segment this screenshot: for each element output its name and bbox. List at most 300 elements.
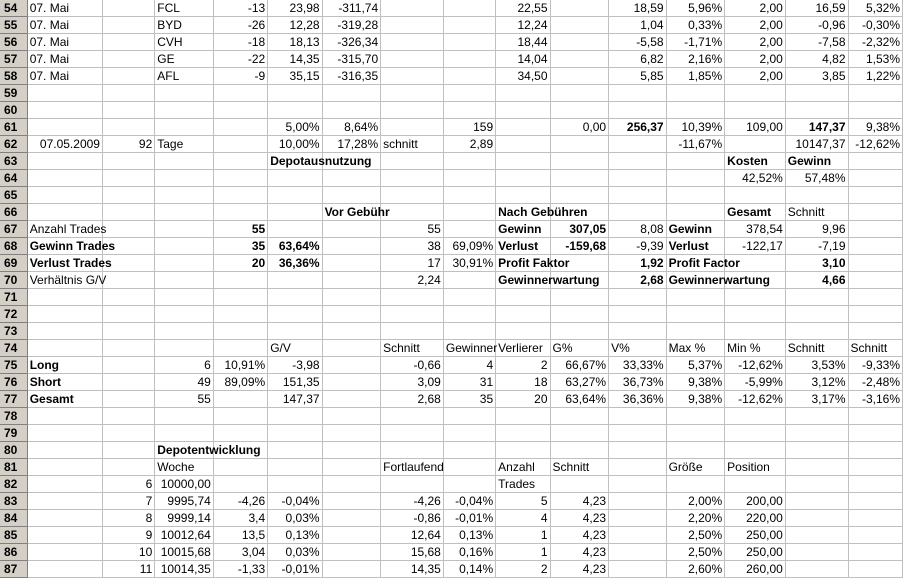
cell[interactable] xyxy=(155,306,214,323)
row-header[interactable]: 70 xyxy=(0,272,27,289)
cell[interactable] xyxy=(213,85,267,102)
cell[interactable]: 4,23 xyxy=(550,493,609,510)
cell[interactable] xyxy=(496,187,550,204)
cell[interactable] xyxy=(102,442,154,459)
cell[interactable] xyxy=(322,340,381,357)
cell[interactable]: 20 xyxy=(496,391,550,408)
cell[interactable] xyxy=(666,170,725,187)
cell[interactable] xyxy=(381,442,444,459)
cell[interactable]: 10,91% xyxy=(213,357,267,374)
row-header[interactable]: 79 xyxy=(0,425,27,442)
cell[interactable] xyxy=(381,51,444,68)
cell[interactable] xyxy=(381,306,444,323)
row-header[interactable]: 74 xyxy=(0,340,27,357)
cell[interactable]: Gesamt xyxy=(27,391,102,408)
cell[interactable] xyxy=(725,408,786,425)
cell[interactable] xyxy=(322,510,381,527)
cell[interactable] xyxy=(213,289,267,306)
cell[interactable]: 31 xyxy=(443,374,495,391)
cell[interactable] xyxy=(496,119,550,136)
cell[interactable] xyxy=(27,187,102,204)
cell[interactable]: Vor Gebühr xyxy=(322,204,381,221)
cell[interactable]: 7 xyxy=(102,493,154,510)
cell[interactable]: 42,52% xyxy=(725,170,786,187)
cell[interactable]: Schnitt xyxy=(785,204,848,221)
cell[interactable]: 33,33% xyxy=(609,357,667,374)
cell[interactable]: 250,00 xyxy=(725,527,786,544)
cell[interactable] xyxy=(322,323,381,340)
cell[interactable]: -3,16% xyxy=(848,391,902,408)
cell[interactable] xyxy=(102,306,154,323)
cell[interactable] xyxy=(666,289,725,306)
cell[interactable]: FCL xyxy=(155,0,214,17)
cell[interactable]: 2,68 xyxy=(381,391,444,408)
cell[interactable] xyxy=(268,85,322,102)
cell[interactable] xyxy=(443,51,495,68)
cell[interactable] xyxy=(666,153,725,170)
cell[interactable] xyxy=(102,119,154,136)
cell[interactable] xyxy=(550,170,609,187)
cell[interactable]: 17,28% xyxy=(322,136,381,153)
cell[interactable] xyxy=(102,34,154,51)
cell[interactable] xyxy=(322,425,381,442)
cell[interactable] xyxy=(725,136,786,153)
cell[interactable]: 66,67% xyxy=(550,357,609,374)
cell[interactable] xyxy=(609,323,667,340)
cell[interactable]: -5,58 xyxy=(609,34,667,51)
cell[interactable] xyxy=(268,323,322,340)
cell[interactable]: -122,17 xyxy=(725,238,786,255)
cell[interactable]: -12,62% xyxy=(848,136,902,153)
cell[interactable] xyxy=(848,408,902,425)
cell[interactable]: 2 xyxy=(496,357,550,374)
cell[interactable]: -12,62% xyxy=(725,391,786,408)
row-header[interactable]: 83 xyxy=(0,493,27,510)
cell[interactable]: 89,09% xyxy=(213,374,267,391)
cell[interactable]: Schnitt xyxy=(848,340,902,357)
cell[interactable]: 2,68 xyxy=(609,272,667,289)
cell[interactable] xyxy=(848,170,902,187)
cell[interactable] xyxy=(322,391,381,408)
cell[interactable]: 10012,64 xyxy=(155,527,214,544)
cell[interactable]: 14,04 xyxy=(496,51,550,68)
cell[interactable]: -319,28 xyxy=(322,17,381,34)
cell[interactable]: -1,33 xyxy=(213,561,267,578)
cell[interactable] xyxy=(848,306,902,323)
cell[interactable]: CVH xyxy=(155,34,214,51)
cell[interactable] xyxy=(725,442,786,459)
cell[interactable]: 63,64% xyxy=(550,391,609,408)
cell[interactable] xyxy=(609,136,667,153)
cell[interactable]: -2,48% xyxy=(848,374,902,391)
row-header[interactable]: 63 xyxy=(0,153,27,170)
cell[interactable] xyxy=(268,102,322,119)
cell[interactable] xyxy=(496,442,550,459)
cell[interactable] xyxy=(27,493,102,510)
cell[interactable]: 3,4 xyxy=(213,510,267,527)
cell[interactable]: -22 xyxy=(213,51,267,68)
cell[interactable] xyxy=(27,204,102,221)
cell[interactable]: G% xyxy=(550,340,609,357)
cell[interactable]: 1 xyxy=(496,544,550,561)
cell[interactable] xyxy=(609,476,667,493)
cell[interactable] xyxy=(609,102,667,119)
cell[interactable] xyxy=(848,289,902,306)
cell[interactable] xyxy=(322,238,381,255)
cell[interactable] xyxy=(322,476,381,493)
cell[interactable]: 4,23 xyxy=(550,527,609,544)
cell[interactable] xyxy=(848,85,902,102)
cell[interactable] xyxy=(496,408,550,425)
cell[interactable]: 1,22% xyxy=(848,68,902,85)
cell[interactable] xyxy=(609,425,667,442)
cell[interactable]: 10,00% xyxy=(268,136,322,153)
cell[interactable] xyxy=(381,323,444,340)
cell[interactable]: 0,03% xyxy=(268,544,322,561)
cell[interactable] xyxy=(443,17,495,34)
cell[interactable] xyxy=(213,204,267,221)
cell[interactable] xyxy=(27,323,102,340)
cell[interactable]: BYD xyxy=(155,17,214,34)
row-header[interactable]: 77 xyxy=(0,391,27,408)
cell[interactable] xyxy=(155,170,214,187)
cell[interactable] xyxy=(443,289,495,306)
row-header[interactable]: 62 xyxy=(0,136,27,153)
cell[interactable]: -326,34 xyxy=(322,34,381,51)
cell[interactable]: Min % xyxy=(725,340,786,357)
cell[interactable]: Short xyxy=(27,374,102,391)
cell[interactable]: 55 xyxy=(213,221,267,238)
cell[interactable]: 0,13% xyxy=(443,527,495,544)
cell[interactable] xyxy=(443,170,495,187)
cell[interactable] xyxy=(322,408,381,425)
cell[interactable]: -0,04% xyxy=(443,493,495,510)
cell[interactable] xyxy=(322,459,381,476)
cell[interactable] xyxy=(443,272,495,289)
cell[interactable] xyxy=(381,119,444,136)
cell[interactable] xyxy=(268,442,322,459)
cell[interactable] xyxy=(155,85,214,102)
row-header[interactable]: 66 xyxy=(0,204,27,221)
cell[interactable]: 4,23 xyxy=(550,544,609,561)
cell[interactable]: 10014,35 xyxy=(155,561,214,578)
cell[interactable] xyxy=(725,102,786,119)
cell[interactable]: 4,82 xyxy=(785,51,848,68)
cell[interactable]: -26 xyxy=(213,17,267,34)
cell[interactable] xyxy=(550,476,609,493)
cell[interactable]: 9,38% xyxy=(848,119,902,136)
cell[interactable] xyxy=(725,425,786,442)
cell[interactable]: -2,32% xyxy=(848,34,902,51)
cell[interactable]: Verlust xyxy=(666,238,725,255)
cell[interactable]: 34,50 xyxy=(496,68,550,85)
cell[interactable] xyxy=(322,493,381,510)
cell[interactable] xyxy=(785,85,848,102)
cell[interactable]: 2,50% xyxy=(666,544,725,561)
cell[interactable] xyxy=(666,442,725,459)
cell[interactable] xyxy=(213,340,267,357)
cell[interactable]: -316,35 xyxy=(322,68,381,85)
cell[interactable]: 9995,74 xyxy=(155,493,214,510)
cell[interactable] xyxy=(102,170,154,187)
cell[interactable] xyxy=(785,289,848,306)
cell[interactable] xyxy=(27,170,102,187)
cell[interactable] xyxy=(102,221,154,238)
cell[interactable]: 2,00 xyxy=(725,68,786,85)
cell[interactable] xyxy=(725,476,786,493)
cell[interactable] xyxy=(381,476,444,493)
cell[interactable]: 0,33% xyxy=(666,17,725,34)
cell[interactable]: G/V xyxy=(268,340,322,357)
cell[interactable]: 5,85 xyxy=(609,68,667,85)
cell[interactable]: 8,64% xyxy=(322,119,381,136)
cell[interactable]: 4 xyxy=(443,357,495,374)
row-header[interactable]: 86 xyxy=(0,544,27,561)
cell[interactable]: 2,00% xyxy=(666,493,725,510)
cell[interactable] xyxy=(550,408,609,425)
cell[interactable] xyxy=(785,510,848,527)
cell[interactable]: 18,59 xyxy=(609,0,667,17)
cell[interactable] xyxy=(268,289,322,306)
cell[interactable] xyxy=(609,289,667,306)
cell[interactable] xyxy=(322,272,381,289)
cell[interactable] xyxy=(496,85,550,102)
cell[interactable] xyxy=(496,102,550,119)
cell[interactable]: 200,00 xyxy=(725,493,786,510)
cell[interactable]: -7,58 xyxy=(785,34,848,51)
cell[interactable] xyxy=(27,119,102,136)
cell[interactable] xyxy=(381,289,444,306)
cell[interactable]: 18 xyxy=(496,374,550,391)
cell[interactable]: 57,48% xyxy=(785,170,848,187)
cell[interactable]: -315,70 xyxy=(322,51,381,68)
cell[interactable]: 4,66 xyxy=(785,272,848,289)
cell[interactable] xyxy=(322,289,381,306)
cell[interactable] xyxy=(155,102,214,119)
cell[interactable]: -0,01% xyxy=(443,510,495,527)
cell[interactable] xyxy=(27,408,102,425)
cell[interactable]: 2,00 xyxy=(725,51,786,68)
cell[interactable] xyxy=(155,323,214,340)
cell[interactable]: Gewinnerwartung xyxy=(496,272,550,289)
cell[interactable]: Fortlaufend xyxy=(381,459,444,476)
cell[interactable]: 36,73% xyxy=(609,374,667,391)
cell[interactable] xyxy=(785,459,848,476)
cell[interactable]: Gewinn xyxy=(785,153,848,170)
cell[interactable] xyxy=(848,442,902,459)
cell[interactable] xyxy=(848,204,902,221)
cell[interactable]: Größe xyxy=(666,459,725,476)
cell[interactable] xyxy=(322,85,381,102)
cell[interactable] xyxy=(785,323,848,340)
cell[interactable]: 8 xyxy=(102,510,154,527)
cell[interactable]: 0,00 xyxy=(550,119,609,136)
cell[interactable]: Schnitt xyxy=(550,459,609,476)
cell[interactable] xyxy=(550,85,609,102)
cell[interactable]: 151,35 xyxy=(268,374,322,391)
cell[interactable] xyxy=(102,323,154,340)
cell[interactable]: Tage xyxy=(155,136,214,153)
cell[interactable]: 2,60% xyxy=(666,561,725,578)
cell[interactable] xyxy=(381,187,444,204)
cell[interactable] xyxy=(102,289,154,306)
cell[interactable] xyxy=(102,204,154,221)
cell[interactable] xyxy=(155,187,214,204)
cell[interactable] xyxy=(322,221,381,238)
cell[interactable]: 1 xyxy=(496,527,550,544)
cell[interactable]: -0,04% xyxy=(268,493,322,510)
cell[interactable]: Depotausnutzung xyxy=(268,153,322,170)
cell[interactable]: 5,37% xyxy=(666,357,725,374)
row-header[interactable]: 69 xyxy=(0,255,27,272)
row-header[interactable]: 64 xyxy=(0,170,27,187)
cell[interactable]: 07. Mai xyxy=(27,34,102,51)
cell[interactable] xyxy=(213,306,267,323)
cell[interactable]: -12,62% xyxy=(725,357,786,374)
cell[interactable]: 220,00 xyxy=(725,510,786,527)
cell[interactable]: 92 xyxy=(102,136,154,153)
cell[interactable]: -0,66 xyxy=(381,357,444,374)
cell[interactable]: 10147,37 xyxy=(785,136,848,153)
cell[interactable]: -159,68 xyxy=(550,238,609,255)
cell[interactable] xyxy=(666,85,725,102)
cell[interactable] xyxy=(268,425,322,442)
cell[interactable]: Gewinnerwartung xyxy=(666,272,725,289)
cell[interactable] xyxy=(496,425,550,442)
cell[interactable] xyxy=(609,527,667,544)
cell[interactable]: 5 xyxy=(496,493,550,510)
row-header[interactable]: 80 xyxy=(0,442,27,459)
cell[interactable] xyxy=(27,459,102,476)
cell[interactable] xyxy=(443,323,495,340)
cell[interactable]: 6,82 xyxy=(609,51,667,68)
cell[interactable] xyxy=(785,493,848,510)
cell[interactable] xyxy=(213,425,267,442)
cell[interactable] xyxy=(102,187,154,204)
cell[interactable] xyxy=(102,68,154,85)
cell[interactable]: 12,64 xyxy=(381,527,444,544)
cell[interactable] xyxy=(27,425,102,442)
cell[interactable]: -0,96 xyxy=(785,17,848,34)
cell[interactable] xyxy=(666,425,725,442)
cell[interactable]: 9999,14 xyxy=(155,510,214,527)
cell[interactable] xyxy=(322,102,381,119)
cell[interactable]: 378,54 xyxy=(725,221,786,238)
cell[interactable]: 16,59 xyxy=(785,0,848,17)
cell[interactable] xyxy=(785,408,848,425)
cell[interactable]: 3,85 xyxy=(785,68,848,85)
cell[interactable] xyxy=(322,544,381,561)
row-header[interactable]: 71 xyxy=(0,289,27,306)
cell[interactable] xyxy=(155,255,214,272)
cell[interactable]: -13 xyxy=(213,0,267,17)
cell[interactable]: 63,64% xyxy=(268,238,322,255)
cell[interactable]: -4,26 xyxy=(381,493,444,510)
cell[interactable]: -7,19 xyxy=(785,238,848,255)
cell[interactable] xyxy=(785,425,848,442)
cell[interactable] xyxy=(496,170,550,187)
row-header[interactable]: 75 xyxy=(0,357,27,374)
cell[interactable]: Gewinn Trades xyxy=(27,238,102,255)
cell[interactable]: Schnitt xyxy=(785,340,848,357)
cell[interactable] xyxy=(848,561,902,578)
cell[interactable] xyxy=(550,68,609,85)
cell[interactable] xyxy=(213,476,267,493)
cell[interactable]: 9,38% xyxy=(666,391,725,408)
cell[interactable] xyxy=(848,476,902,493)
cell[interactable] xyxy=(27,340,102,357)
cell[interactable]: 2,00 xyxy=(725,17,786,34)
cell[interactable] xyxy=(785,306,848,323)
cell[interactable] xyxy=(496,153,550,170)
cell[interactable] xyxy=(550,323,609,340)
cell[interactable] xyxy=(155,340,214,357)
cell[interactable]: 49 xyxy=(155,374,214,391)
cell[interactable] xyxy=(550,102,609,119)
cell[interactable]: 250,00 xyxy=(725,544,786,561)
row-header[interactable]: 73 xyxy=(0,323,27,340)
cell[interactable] xyxy=(848,221,902,238)
cell[interactable]: -311,74 xyxy=(322,0,381,17)
cell[interactable]: 1,85% xyxy=(666,68,725,85)
cell[interactable]: 9 xyxy=(102,527,154,544)
cell[interactable]: 2,00 xyxy=(725,34,786,51)
cell[interactable]: 07. Mai xyxy=(27,0,102,17)
cell[interactable] xyxy=(609,493,667,510)
cell[interactable]: 07. Mai xyxy=(27,68,102,85)
cell[interactable] xyxy=(213,102,267,119)
cell[interactable] xyxy=(725,289,786,306)
cell[interactable] xyxy=(725,187,786,204)
cell[interactable]: 1,92 xyxy=(609,255,667,272)
cell[interactable] xyxy=(785,476,848,493)
cell[interactable] xyxy=(443,306,495,323)
cell[interactable] xyxy=(609,442,667,459)
cell[interactable] xyxy=(322,357,381,374)
cell[interactable] xyxy=(848,493,902,510)
cell[interactable] xyxy=(27,85,102,102)
cell[interactable] xyxy=(381,153,444,170)
cell[interactable] xyxy=(102,374,154,391)
cell[interactable] xyxy=(381,408,444,425)
cell[interactable]: -4,26 xyxy=(213,493,267,510)
cell[interactable]: 17 xyxy=(381,255,444,272)
cell[interactable] xyxy=(785,527,848,544)
cell[interactable] xyxy=(666,476,725,493)
cell[interactable] xyxy=(785,187,848,204)
cell[interactable] xyxy=(848,255,902,272)
cell[interactable] xyxy=(155,238,214,255)
cell[interactable]: 5,00% xyxy=(268,119,322,136)
cell[interactable]: 10,39% xyxy=(666,119,725,136)
cell[interactable]: 55 xyxy=(381,221,444,238)
cell[interactable] xyxy=(381,68,444,85)
cell[interactable]: -9 xyxy=(213,68,267,85)
cell[interactable]: Position xyxy=(725,459,786,476)
cell[interactable]: Verlierer xyxy=(496,340,550,357)
row-header[interactable]: 61 xyxy=(0,119,27,136)
cell[interactable]: 256,37 xyxy=(609,119,667,136)
cell[interactable]: 5,96% xyxy=(666,0,725,17)
cell[interactable]: 6 xyxy=(155,357,214,374)
cell[interactable]: 18,13 xyxy=(268,34,322,51)
cell[interactable]: 3,12% xyxy=(785,374,848,391)
cell[interactable]: 2,20% xyxy=(666,510,725,527)
cell[interactable] xyxy=(443,85,495,102)
row-header[interactable]: 67 xyxy=(0,221,27,238)
cell[interactable] xyxy=(848,238,902,255)
cell[interactable]: -9,33% xyxy=(848,357,902,374)
